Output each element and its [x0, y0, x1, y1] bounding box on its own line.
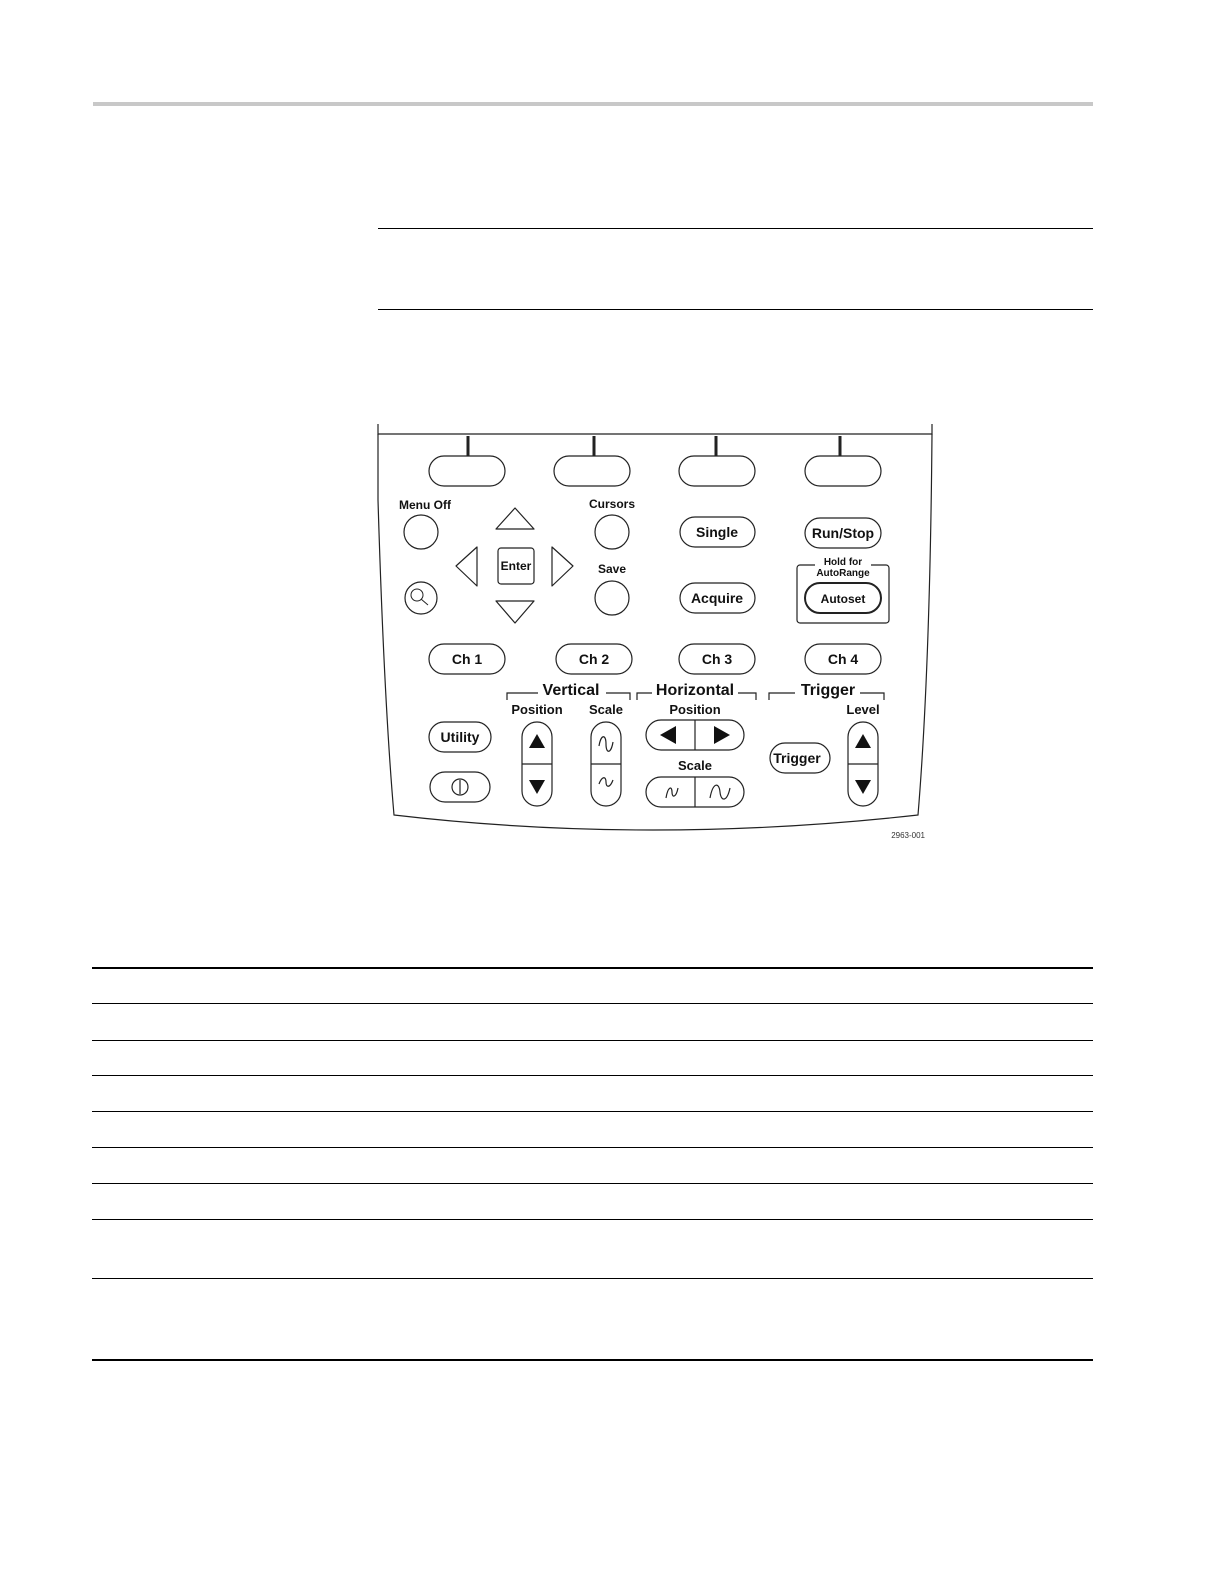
- table-rule-10: [92, 1359, 1093, 1361]
- vertical-position-down-icon: [529, 780, 545, 794]
- figure-id: 2963-001: [891, 831, 925, 840]
- arrow-up-button[interactable]: [496, 508, 534, 529]
- run-stop-label: Run/Stop: [811, 525, 875, 541]
- acquire-label: Acquire: [690, 590, 744, 606]
- autorange-label: AutoRange: [816, 568, 870, 579]
- vertical-scale-label: Scale: [589, 702, 623, 717]
- save-label: Save: [597, 562, 627, 576]
- power-icon: [452, 779, 468, 795]
- table-rule-9: [92, 1278, 1093, 1279]
- vertical-scale-down-icon: [599, 778, 613, 787]
- save-button[interactable]: [595, 581, 629, 615]
- ch3-label: Ch 3: [701, 651, 733, 667]
- softkey-1[interactable]: [429, 456, 505, 486]
- trigger-level-down-icon: [855, 780, 871, 794]
- table-rule-4: [92, 1075, 1093, 1076]
- trigger-button-label: Trigger: [773, 750, 821, 766]
- arrow-down-button[interactable]: [496, 601, 534, 623]
- horizontal-scale-left-icon: [666, 788, 678, 798]
- single-label: Single: [695, 524, 739, 540]
- table-rule-1: [92, 967, 1093, 969]
- arrow-left-button[interactable]: [456, 547, 477, 586]
- horizontal-scale-right-icon: [710, 785, 730, 799]
- horizontal-position-left-icon: [660, 726, 676, 744]
- table-rule-3: [92, 1040, 1093, 1041]
- enter-label: Enter: [500, 559, 532, 573]
- vertical-label: Vertical: [542, 682, 600, 699]
- vertical-position-label: Position: [511, 702, 563, 717]
- softkey-3[interactable]: [679, 456, 755, 486]
- cursors-label: Cursors: [588, 497, 636, 511]
- vertical-scale-up-icon: [599, 737, 613, 752]
- ch2-label: Ch 2: [578, 651, 610, 667]
- horizontal-position-right-icon: [714, 726, 730, 744]
- table-rule-6: [92, 1147, 1093, 1148]
- header-rule: [93, 102, 1093, 106]
- table-rule-2: [92, 1003, 1093, 1004]
- panel-body-outline: [378, 434, 932, 830]
- autoset-label: Autoset: [820, 592, 866, 606]
- table-rule-5: [92, 1111, 1093, 1112]
- menu-off-button[interactable]: [404, 515, 438, 549]
- table-rule-8: [92, 1219, 1093, 1220]
- hold-for-label: Hold for: [823, 557, 863, 568]
- ch4-label: Ch 4: [827, 651, 859, 667]
- softkey-2[interactable]: [554, 456, 630, 486]
- horizontal-label: Horizontal: [655, 682, 735, 699]
- horizontal-scale-label: Scale: [678, 758, 712, 773]
- note-bottom-rule: [378, 309, 1093, 310]
- softkey-4[interactable]: [805, 456, 881, 486]
- menu-off-label: Menu Off: [399, 498, 451, 512]
- trigger-group-label: Trigger: [800, 682, 856, 699]
- arrow-right-button[interactable]: [552, 547, 573, 586]
- trigger-level-up-icon: [855, 734, 871, 748]
- note-top-rule: [378, 228, 1093, 229]
- front-panel-figure: [370, 420, 940, 850]
- table-rule-7: [92, 1183, 1093, 1184]
- horizontal-position-label: Position: [669, 702, 721, 717]
- vertical-position-up-icon: [529, 734, 545, 748]
- panel-outline: [378, 424, 932, 434]
- magnify-icon: [411, 589, 428, 605]
- zoom-button[interactable]: [405, 582, 437, 614]
- ch1-label: Ch 1: [451, 651, 483, 667]
- cursors-button[interactable]: [595, 515, 629, 549]
- level-label: Level: [846, 702, 880, 717]
- utility-label: Utility: [440, 729, 480, 745]
